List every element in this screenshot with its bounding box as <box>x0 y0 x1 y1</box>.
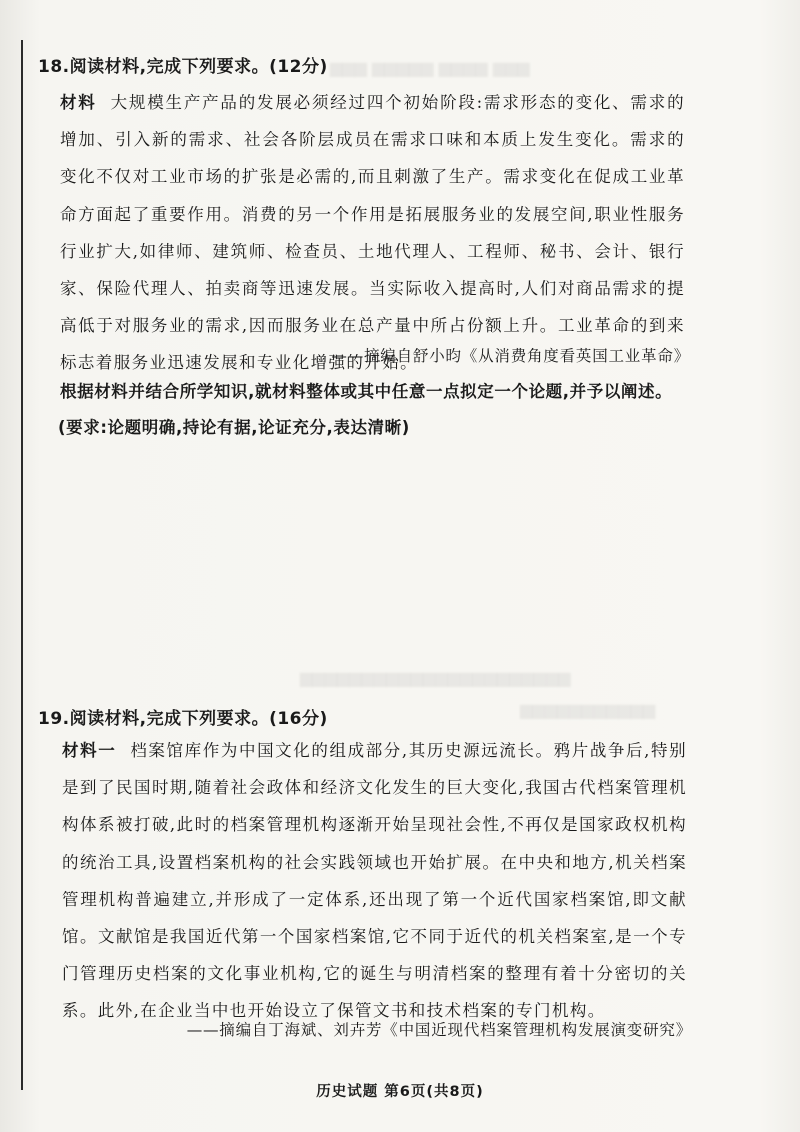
question-19-material <box>62 732 687 1030</box>
question-18-source: ——摘编自舒小昀《从消费角度看英国工业革命》 <box>331 347 690 365</box>
bleed-through: ▆▆▆▆▆▆▆▆▆▆▆▆▆▆▆▆▆▆▆▆▆▆ <box>300 668 571 687</box>
material-text: 档案馆库作为中国文化的组成部分,其历史源远流长。鸦片战争后,特别是到了民国时期,随着社会政体和经济文化发生的巨大变化,我国古代档案管理机构体系被打破,此时的档案管理机构逐渐开始呈现社会性,不再仅是国家政权机构的统治工具,设置档案机构的社会实践领域也开始扩展。在中央和地方,机关档案管理机构普遍建立,并形成了一定体系,还出现了第一个近代国家档案馆,即文献馆。文献馆是我国近代第一个国家档案馆,它不同于近代的机关档案室,是一个专门管理历史档案的文化事业机构,它的诞生与明清档案的整理有着十分密切的关系。此外,在企业当中也开始设立了保管文书和技术档案的专门机构。 <box>62 741 688 1021</box>
question-18-task: 根据材料并结合所学知识,就材料整体或其中任意一点拟定一个论题,并予以阐述。 <box>60 382 673 401</box>
material-text: 大规模生产产品的发展必须经过四个初始阶段:需求形态的变化、需求的增加、引入新的需求、社会各阶层成员在需求口味和本质上发生变化。需求的变化不仅对工业市场的扩张是必需的,而且刺激了生产。需求变化在促成工业革命方面起了重要作用。消费的另一个作用是拓展服务业的发展空间,职业性服务行业扩大,如律师、建筑师、检查员、土地代理人、工程师、秘书、会计、银行家、保险代理人、拍卖商等迅速发展。当实际收入提高时,人们对商品需求的提高低于对服务业的需求,因而服务业在总产量中所占份额上升。工业革命的到来标志着服务业迅速发展和专业化增强的开始。 <box>60 93 685 373</box>
question-18-material <box>60 84 685 382</box>
question-18-requirement: (要求:论题明确,持论有据,论证充分,表达清晰) <box>58 418 410 437</box>
margin-rule <box>21 40 23 1090</box>
question-18-heading: 18.阅读材料,完成下列要求。(12分) <box>38 57 328 77</box>
bleed-through: ▆▆▆▆▆▆▆▆▆▆▆ <box>520 700 656 719</box>
bleed-through: ▆▆▆ ▆▆▆▆▆ ▆▆▆▆ ▆▆▆ <box>330 58 530 77</box>
question-19-source: ——摘编自丁海斌、刘卉芳《中国近现代档案管理机构发展演变研究》 <box>186 1021 692 1039</box>
material-label: 材料 <box>60 93 97 112</box>
question-19-heading: 19.阅读材料,完成下列要求。(16分) <box>38 709 328 729</box>
material-label: 材料一 <box>62 741 117 760</box>
page-footer: 历史试题 第6页(共8页) <box>316 1084 484 1100</box>
